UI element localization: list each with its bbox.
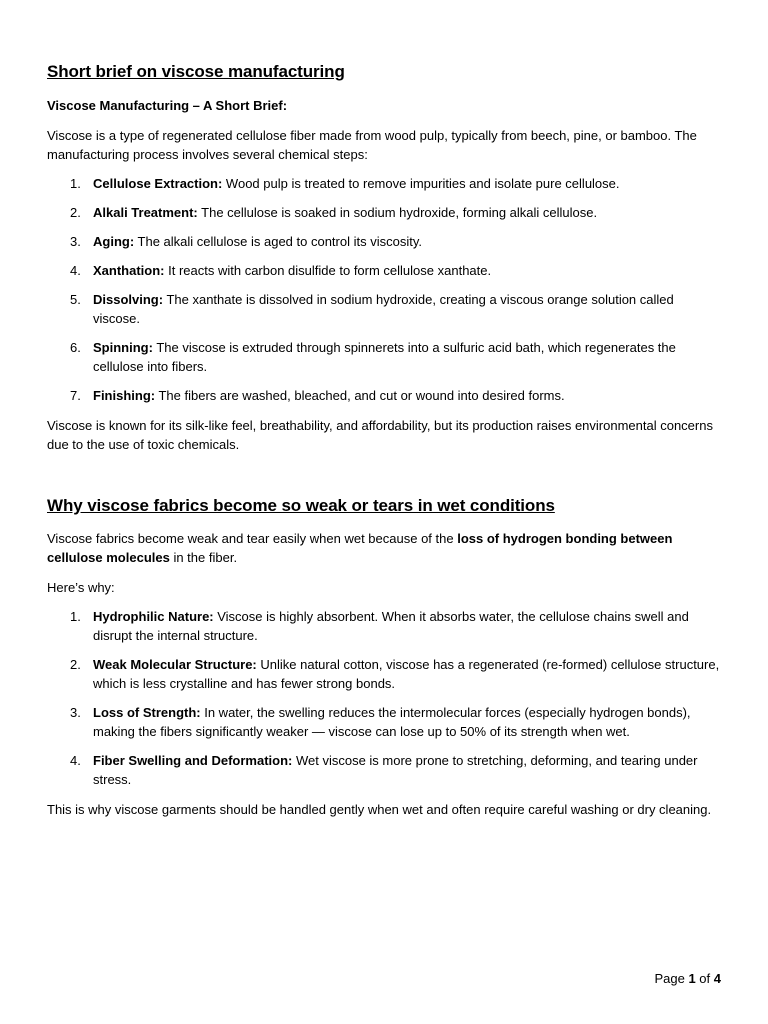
reason-text: In water, the swelling reduces the intermolecular forces (especially hydrogen bonds), making the fibers significantly weaker — viscose can lose up to 50% of its strength when wet. <box>93 705 691 739</box>
intro-text: Viscose fabrics become weak and tear easily when wet because of the <box>47 531 458 546</box>
step-text: It reacts with carbon disulfide to form cellulose xanthate. <box>164 263 492 278</box>
list-item <box>70 203 721 222</box>
step-text: The fibers are washed, bleached, and cut or wound into desired forms. <box>155 388 565 403</box>
section-title-manufacturing: Short brief on viscose manufacturing <box>47 62 345 81</box>
reason-text: Viscose is highly absorbent. When it absorbs water, the cellulose chains swell and disrupt the internal structure. <box>93 609 689 643</box>
list-number: 5. <box>70 292 81 307</box>
reasons-list <box>47 607 721 789</box>
list-item <box>70 386 721 405</box>
list-item <box>70 290 721 328</box>
of-word: of <box>695 971 714 986</box>
heres-why-label: Here’s why: <box>47 580 115 595</box>
manufacturing-steps-list <box>47 174 721 405</box>
section-title-wet-weakness: Why viscose fabrics become so weak or tears in wet conditions <box>47 496 555 515</box>
reason-term: Hydrophilic Nature: <box>93 609 214 624</box>
reason-term: Loss of Strength: <box>93 705 201 720</box>
step-term: Cellulose Extraction: <box>93 176 223 191</box>
list-number: 1. <box>70 609 81 624</box>
list-item <box>70 174 721 193</box>
wet-weakness-conclusion: This is why viscose garments should be handled gently when wet and often require careful washing or dry cleaning. <box>47 802 712 817</box>
list-item <box>70 751 721 789</box>
list-number: 2. <box>70 205 81 220</box>
reason-text: Unlike natural cotton, viscose has a regenerated (re-formed) cellulose structure, which is less crystalline and has fewer strong bonds. <box>93 657 720 691</box>
step-term: Dissolving: <box>93 292 164 307</box>
step-term: Finishing: <box>93 388 156 403</box>
step-term: Spinning: <box>93 340 153 355</box>
list-item <box>70 607 721 645</box>
list-number: 4. <box>70 263 81 278</box>
step-term: Aging: <box>93 234 135 249</box>
page-number <box>654 969 721 988</box>
intro-bold-text: loss of hydrogen bonding between cellulose molecules <box>47 531 673 565</box>
intro-text-end: in the fiber. <box>169 550 238 565</box>
manufacturing-intro: Viscose is a type of regenerated cellulose fiber made from wood pulp, typically from beech, pine, or bamboo. The manufacturing process involves several chemical steps: <box>47 128 697 162</box>
step-text: The xanthate is dissolved in sodium hydroxide, creating a viscous orange solution called viscose. <box>93 292 674 326</box>
step-text: The cellulose is soaked in sodium hydroxide, forming alkali cellulose. <box>197 205 598 220</box>
reason-text: Wet viscose is more prone to stretching, deforming, and tearing under stress. <box>93 753 698 787</box>
list-number: 4. <box>70 753 81 768</box>
current-page: 1 <box>688 971 696 986</box>
manufacturing-conclusion: Viscose is known for its silk-like feel, breathability, and affordability, but its production raises environmental concerns due to the use of toxic chemicals. <box>47 418 713 452</box>
list-number: 2. <box>70 657 81 672</box>
list-number: 1. <box>70 176 81 191</box>
step-text: The alkali cellulose is aged to control its viscosity. <box>134 234 422 249</box>
list-number: 3. <box>70 234 81 249</box>
list-item <box>70 703 721 741</box>
step-term: Alkali Treatment: <box>93 205 198 220</box>
list-item <box>70 232 721 251</box>
reason-term: Weak Molecular Structure: <box>93 657 257 672</box>
step-term: Xanthation: <box>93 263 165 278</box>
list-item <box>70 655 721 693</box>
section-subtitle: Viscose Manufacturing – A Short Brief: <box>47 98 288 113</box>
list-item <box>70 338 721 376</box>
list-number: 6. <box>70 340 81 355</box>
list-item <box>70 261 721 280</box>
step-text: The viscose is extruded through spinnerets into a sulfuric acid bath, which regenerates the cellulose into fibers. <box>93 340 676 374</box>
list-number: 7. <box>70 388 81 403</box>
wet-weakness-intro <box>47 529 721 567</box>
reason-term: Fiber Swelling and Deformation: <box>93 753 293 768</box>
total-pages: 4 <box>713 971 721 986</box>
page-word: Page <box>654 971 689 986</box>
list-number: 3. <box>70 705 81 720</box>
step-text: Wood pulp is treated to remove impurities and isolate pure cellulose. <box>222 176 620 191</box>
